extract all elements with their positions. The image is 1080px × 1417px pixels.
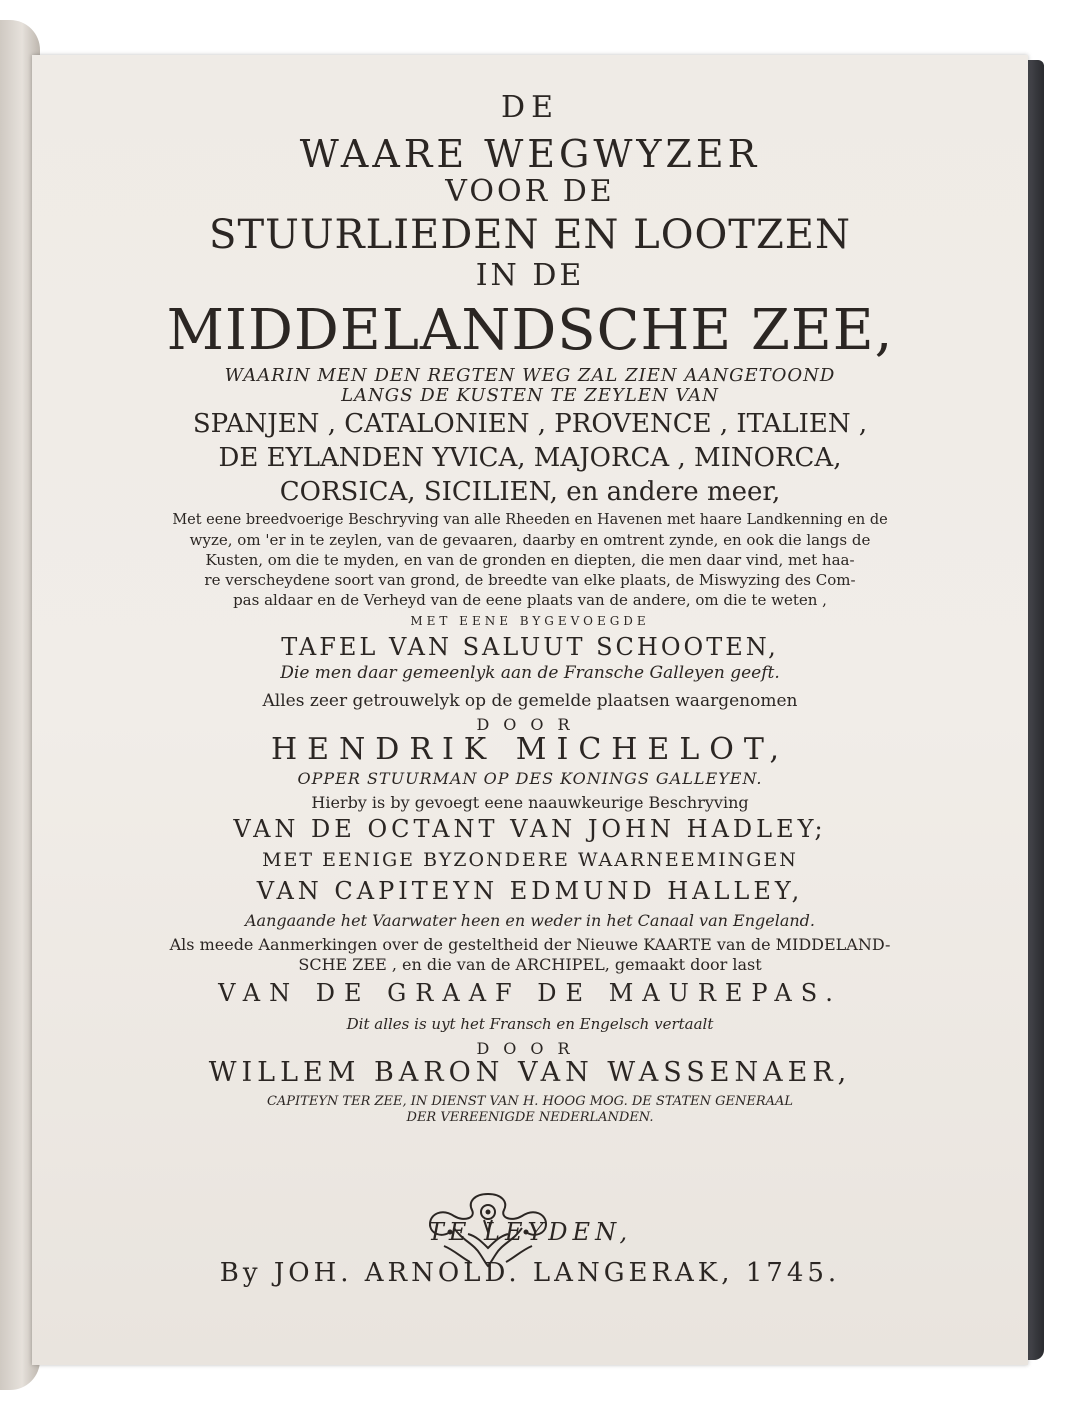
author-2-role-2: DER VEREENIGDE NEDERLANDEN.: [406, 1110, 654, 1125]
remarks-line-1: Als meede Aanmerkingen over de gesteltheid der Nieuwe KAARTE van de MIDDELAND-: [169, 935, 891, 954]
door-1: DOOR: [476, 715, 584, 734]
author-1-name: HENDRIK MICHELOT,: [271, 732, 789, 767]
imprint-printer: By JOH. ARNOLD. LANGERAK, 1745.: [219, 1258, 841, 1288]
title-line-5: IN DE: [475, 258, 585, 293]
title-line-4: STUURLIEDEN EN LOOTZEN: [209, 212, 851, 258]
title-line-1: DE: [501, 90, 559, 125]
octant-line: VAN DE OCTANT VAN JOHN HADLEY;: [233, 815, 827, 843]
places-line-1: SPANJEN , CATALONIEN , PROVENCE , ITALIEN ,: [192, 409, 868, 439]
subtitle-line-2: LANGS DE KUSTEN TE ZEYLEN VAN: [341, 385, 719, 406]
tafel-note: Die men daar gemeenlyk aan de Fransche Galleyen geeft.: [280, 663, 780, 683]
observed-line: Alles zeer getrouwelyk op de gemelde plaatsen waargenomen: [262, 691, 798, 711]
author-1-role: OPPER STUURMAN OP DES KONINGS GALLEYEN.: [297, 769, 763, 788]
description-line-1: Met eene breedvoerige Beschryving van alle Rheeden en Havenen met haare Landkenning en de: [172, 512, 888, 528]
maurepas-line: VAN DE GRAAF DE MAUREPAS.: [218, 979, 842, 1007]
translated-line: Dit alles is uyt het Fransch en Engelsch vertaalt: [346, 1015, 714, 1033]
door-2: DOOR: [476, 1039, 584, 1058]
halley-line: VAN CAPITEYN EDMUND HALLEY,: [256, 877, 804, 905]
imprint-place: TE LEYDEN,: [427, 1218, 633, 1246]
author-2-name: WILLEM BARON VAN WASSENAER,: [208, 1057, 852, 1088]
observations-line: MET EENIGE BYZONDERE WAARNEEMINGEN: [262, 849, 798, 871]
places-line-3: CORSICA, SICILIEN, en andere meer,: [279, 477, 781, 507]
description-line-5: pas aldaar en de Verheyd van de eene plaats van de andere, om die te weten ,: [233, 591, 827, 609]
title-line-main: MIDDELANDSCHE ZEE,: [166, 298, 894, 363]
addition-line: Hierby is by gevoegt eene naauwkeurige Beschryving: [311, 793, 749, 812]
remarks-line-2: SCHE ZEE , en die van de ARCHIPEL, gemaakt door last: [298, 955, 762, 974]
description-line-4: re verscheydene soort van grond, de breedte van elke plaats, de Miswyzing des Com-: [204, 571, 856, 589]
channel-line: Aangaande het Vaarwater heen en weder in het Canaal van Engeland.: [244, 911, 815, 930]
tafel-intro: MET EENE BYGEVOEGDE: [410, 614, 650, 628]
tafel-title: TAFEL VAN SALUUT SCHOOTEN,: [281, 633, 779, 661]
subtitle-line-1: WAARIN MEN DEN REGTEN WEG ZAL ZIEN AANGETOOND: [224, 365, 836, 386]
places-line-2: DE EYLANDEN YVICA, MAJORCA , MINORCA,: [218, 443, 842, 473]
title-page: [32, 55, 1028, 1365]
description-line-3: Kusten, om die te myden, en van de gronden en diepten, die men daar vind, met haa-: [205, 551, 855, 569]
author-2-role-1: CAPITEYN TER ZEE, IN DIENST VAN H. HOOG MOG. DE STATEN GENERAAL: [266, 1094, 794, 1109]
description-line-2: wyze, om 'er in te zeylen, van de gevaaren, daarby en omtrent zynde, en ook die langs de: [189, 531, 871, 549]
title-line-2: WAARE WEGWYZER: [299, 132, 761, 176]
title-line-3: VOOR DE: [445, 174, 615, 209]
